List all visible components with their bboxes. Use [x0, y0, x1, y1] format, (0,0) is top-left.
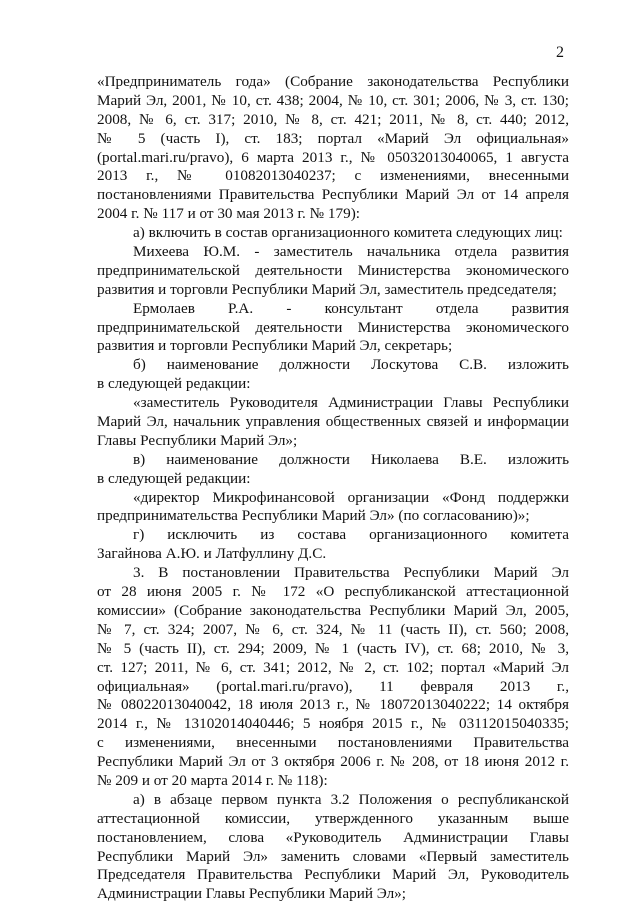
text-line: 2004 г. № 117 и от 30 мая 2013 г. № 179):: [97, 205, 360, 223]
text-line: в следующей редакции:: [97, 375, 251, 393]
text-line: 2008, № 6, ст. 317; 2010, № 8, ст. 421; 2011, № 8, ст. 440; 2012,: [97, 110, 569, 128]
text-line: № 7, ст. 324; 2007, № 6, ст. 324, № 11 (часть II), ст. 560; 2008,: [97, 620, 569, 638]
document-body: [97, 73, 569, 904]
text-line: Михеева Ю.М. - заместитель начальника отдела развития: [133, 243, 569, 261]
text-line: Администрации Главы Республики Марий Эл»;: [97, 885, 406, 903]
text-line: «директор Микрофинансовой организации «Фонд поддержки: [133, 488, 569, 506]
text-line: развития и торговли Республики Марий Эл, секретарь;: [97, 337, 453, 355]
text-line: а) включить в состав организационного комитета следующих лиц:: [133, 224, 563, 242]
text-line: № 08022013040042, 18 июля 2013 г., № 18072013040222; 14 октября: [97, 696, 569, 714]
text-line: (portal.mari.ru/pravo), 6 марта 2013 г., № 05032013040065, 1 августа: [97, 148, 569, 166]
text-line: постановлениями Правительства Республики Марий Эл от 14 апреля: [97, 186, 569, 204]
text-line: а) в абзаце первом пункта 3.2 Положения о республиканской: [133, 790, 569, 808]
text-line: аттестационной комиссии, утвержденного указанным выше: [97, 809, 569, 827]
text-line: комиссии» (Собрание законодательства Республики Марий Эл, 2005,: [97, 601, 569, 619]
text-line: 2013 г., № 01082013040237; с изменениями, внесенными: [97, 167, 569, 185]
text-line: г) исключить из состава организационного комитета: [133, 526, 569, 544]
text-line: Главы Республики Марий Эл»;: [97, 431, 298, 449]
text-line: Республики Марий Эл от 3 октября 2006 г. № 208, от 18 июня 2012 г.: [97, 753, 569, 771]
text-line: Республики Марий Эл» заменить словами «Первый заместитель: [97, 847, 569, 865]
text-line: «заместитель Руководителя Администрации Главы Республики: [133, 394, 569, 412]
text-line: развития и торговли Республики Марий Эл, заместитель председателя;: [97, 280, 557, 298]
text-line: № 5 (часть II), ст. 294; 2009, № 1 (часть IV), ст. 68; 2010, № 3,: [97, 639, 569, 657]
text-line: с изменениями, внесенными постановлениями Правительства: [97, 734, 569, 752]
text-line: предпринимательской деятельности Министерства экономического: [97, 261, 569, 279]
text-line: от 28 июня 2005 г. № 172 «О республиканской аттестационной: [97, 583, 569, 601]
text-line: предпринимательства Республики Марий Эл» (по согласованию)»;: [97, 507, 530, 525]
text-line: предпринимательской деятельности Министерства экономического: [97, 318, 569, 336]
page-number: 2: [556, 44, 564, 61]
text-line: официальная» (portal.mari.ru/pravo), 11 февраля 2013 г.,: [97, 677, 569, 695]
text-line: Марий Эл, 2001, № 10, ст. 438; 2004, № 10, ст. 301; 2006, № 3, ст. 130;: [97, 91, 569, 109]
text-line: б) наименование должности Лоскутова С.В. изложить: [133, 356, 569, 374]
text-line: ст. 127; 2011, № 6, ст. 341; 2012, № 2, ст. 102; портал «Марий Эл: [97, 658, 569, 676]
text-line: в следующей редакции:: [97, 469, 251, 487]
text-line: Председателя Правительства Республики Марий Эл, Руководитель: [97, 866, 569, 884]
text-line: № 5 (часть I), ст. 183; портал «Марий Эл официальная»: [97, 129, 569, 147]
text-line: Загайнова А.Ю. и Латфуллину Д.С.: [97, 545, 327, 563]
text-line: № 209 и от 20 марта 2014 г. № 118):: [97, 771, 328, 789]
text-line: 3. В постановлении Правительства Республики Марий Эл: [133, 564, 569, 582]
text-line: 2014 г., № 13102014040446; 5 ноября 2015 г., № 03112015040335;: [97, 715, 569, 733]
text-line: в) наименование должности Николаева В.Е. изложить: [133, 450, 569, 468]
text-line: Марий Эл, начальник управления общественных связей и информации: [97, 413, 569, 431]
text-line: Ермолаев Р.А. - консультант отдела развития: [133, 299, 569, 317]
text-line: постановлением, слова «Руководитель Администрации Главы: [97, 828, 569, 846]
text-line: «Предприниматель года» (Собрание законодательства Республики: [97, 73, 569, 90]
